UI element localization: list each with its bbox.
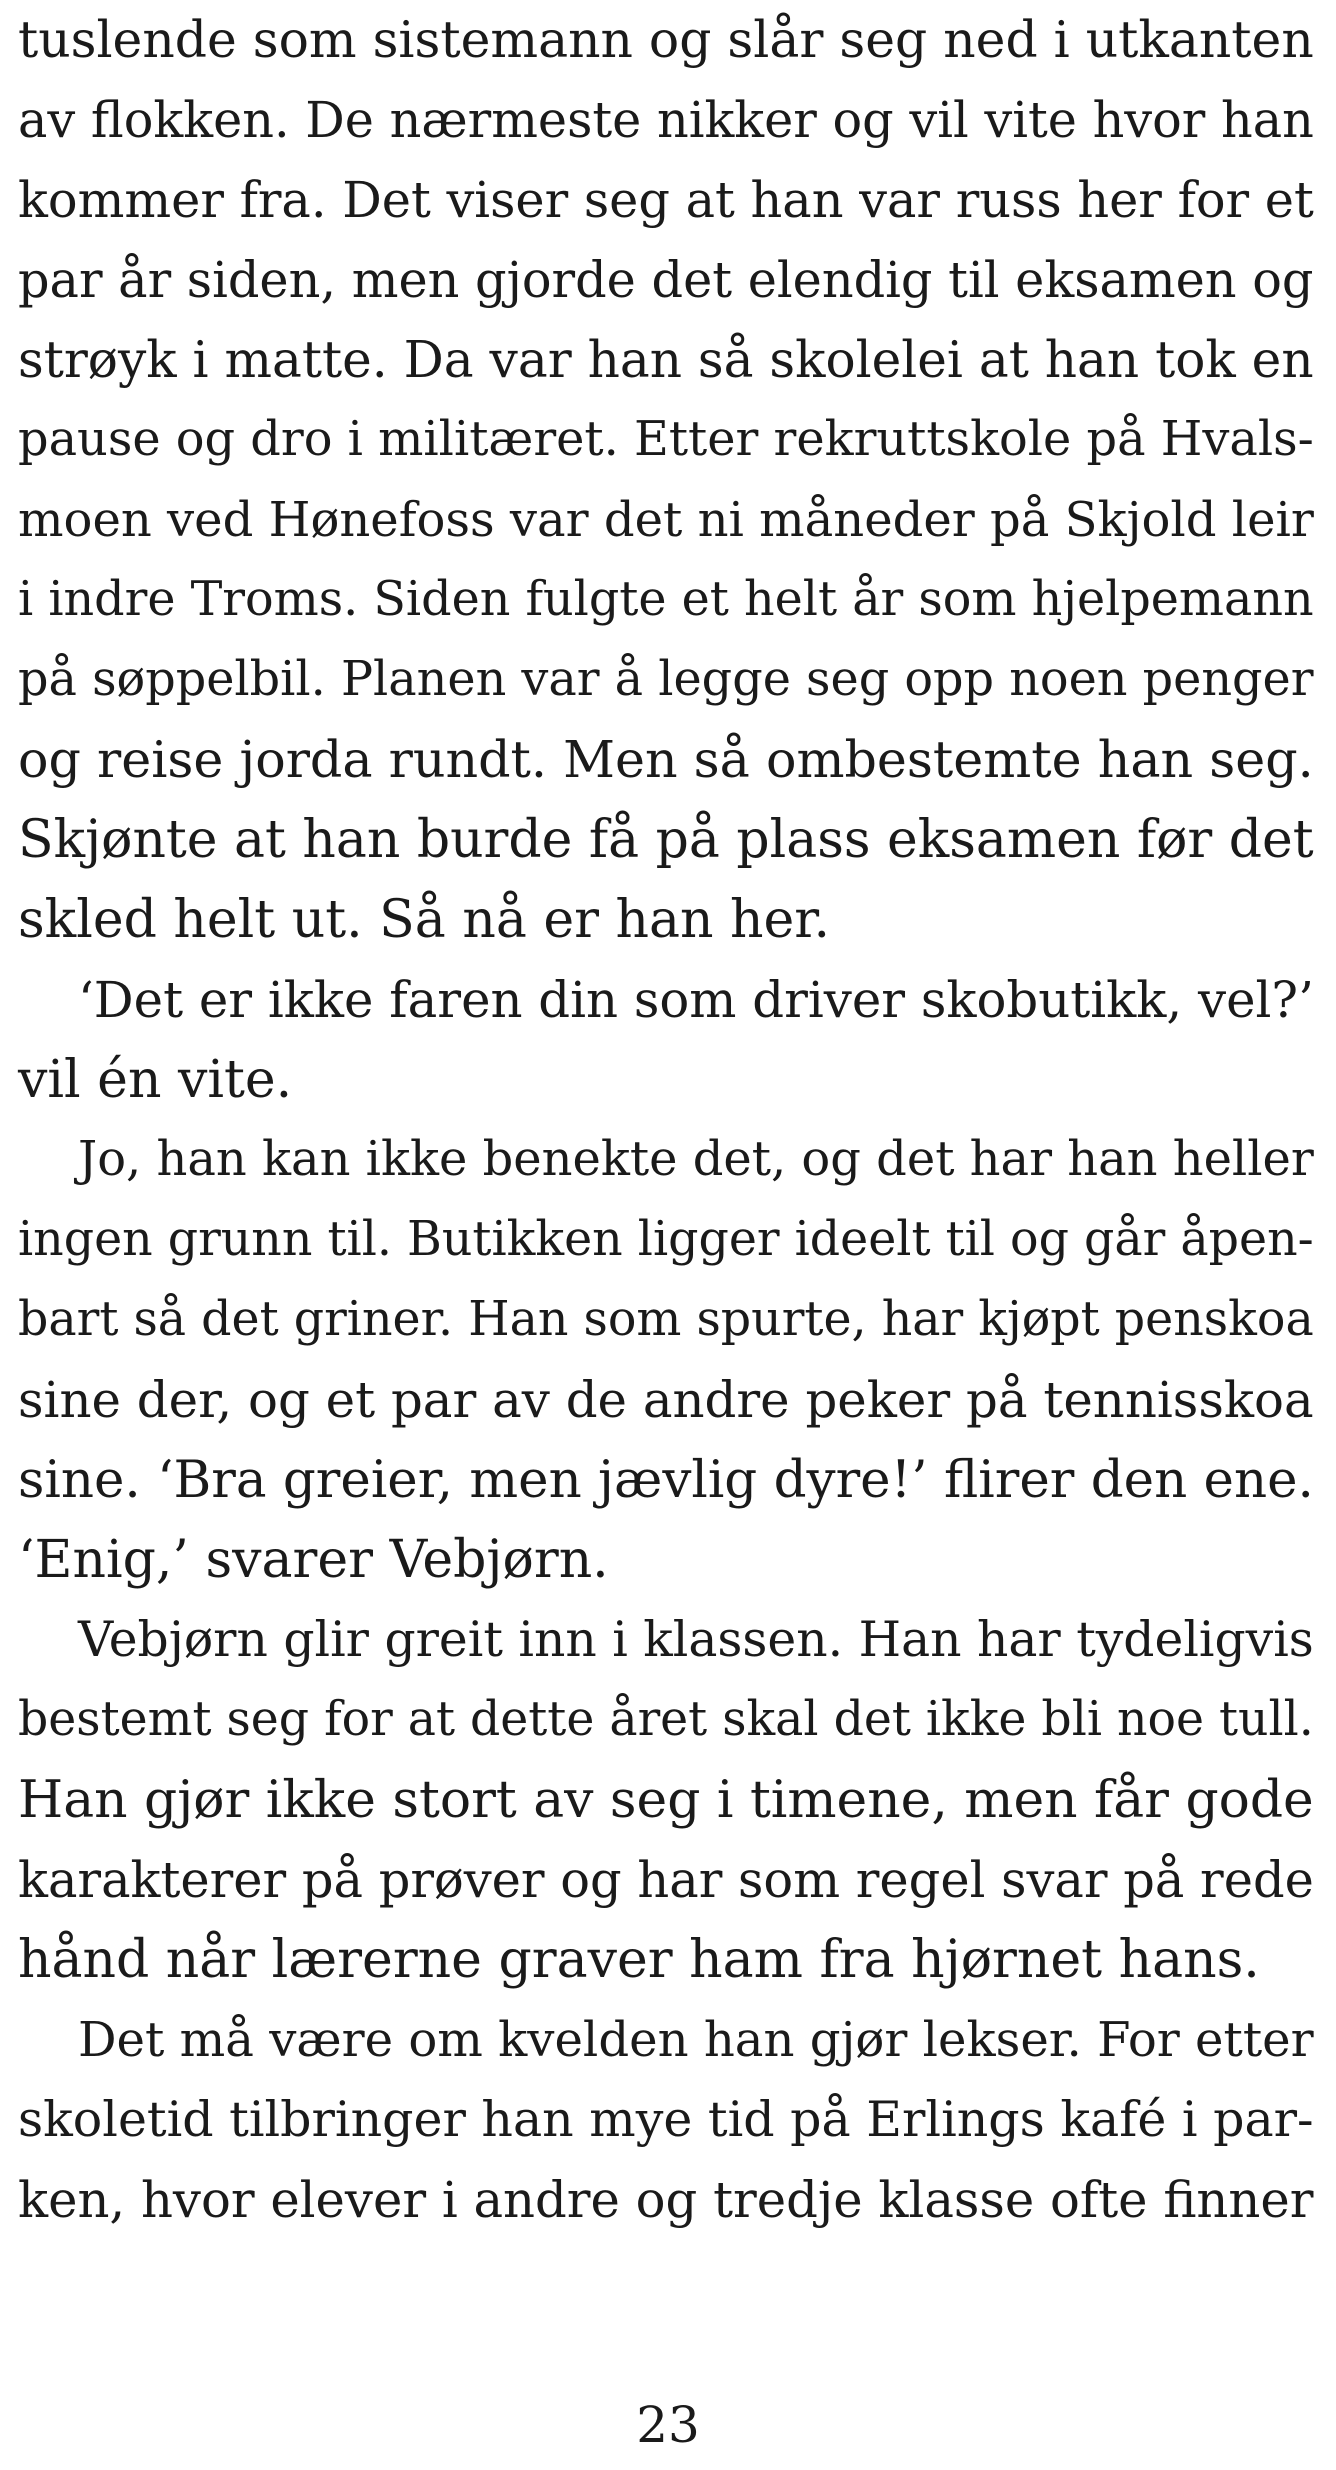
text-line: Det må være om kvelden han gjør lekser. For etter (78, 2012, 1314, 2068)
text-line: Han gjør ikke stort av seg i timene, men får gode (18, 1770, 1314, 1830)
text-line: bart så det griner. Han som spurte, har kjøpt penskoa (18, 1292, 1314, 1347)
text-line: vil én vite. (18, 1050, 293, 1110)
text-line: Skjønte at han burde få på plass eksamen før det (18, 810, 1314, 870)
text-line: ‘Det er ikke faren din som driver skobutikk, vel?’ (78, 971, 1314, 1029)
text-line: i indre Troms. Siden fulgte et helt år som hjelpemann (18, 572, 1314, 627)
text-line: Jo, han kan ikke benekte det, og det har han heller (78, 1132, 1314, 1187)
text-line: strøyk i matte. Da var han så skolelei at han tok en (18, 330, 1314, 389)
text-line: på søppelbil. Planen var å legge seg opp noen penger (18, 652, 1314, 707)
text-line: av flokken. De nærmeste nikker og vil vite hvor han (18, 91, 1314, 149)
text-line: karakterer på prøver og har som regel svar på rede (18, 1851, 1314, 1909)
text-line: og reise jorda rundt. Men så ombestemte han seg. (18, 730, 1314, 789)
page-number: 23 (636, 2396, 700, 2454)
text-line: moen ved Hønefoss var det ni måneder på Skjold leir (18, 492, 1314, 548)
text-line: par år siden, men gjorde det elendig til eksamen og (18, 251, 1314, 309)
text-line: skled helt ut. Så nå er han her. (18, 890, 830, 950)
text-line: bestemt seg for at dette året skal det ikke bli noe tull. (18, 1692, 1314, 1747)
text-line: tuslende som sistemann og slår seg ned i utkanten (18, 10, 1314, 69)
text-line: pause og dro i militæret. Etter rekruttskole på Hvals- (18, 412, 1314, 467)
text-line: ‘Enig,’ svarer Vebjørn. (18, 1530, 609, 1590)
text-line: kommer fra. Det viser seg at han var russ her for et (18, 171, 1314, 229)
text-line: ingen grunn til. Butikken ligger ideelt til og går åpen- (18, 1212, 1314, 1267)
text-line: sine der, og et par av de andre peker på tennisskoa (18, 1371, 1314, 1429)
text-line: sine. ‘Bra greier, men jævlig dyre!’ flirer den ene. (18, 1450, 1314, 1510)
text-line: Vebjørn glir greit inn i klassen. Han har tydeligvis (78, 1612, 1314, 1668)
text-line: hånd når lærerne graver ham fra hjørnet hans. (18, 1930, 1260, 1990)
text-line: ken, hvor elever i andre og tredje klasse ofte finner (18, 2171, 1314, 2229)
text-line: skoletid tilbringer han mye tid på Erlings kafé i par- (18, 2091, 1314, 2148)
